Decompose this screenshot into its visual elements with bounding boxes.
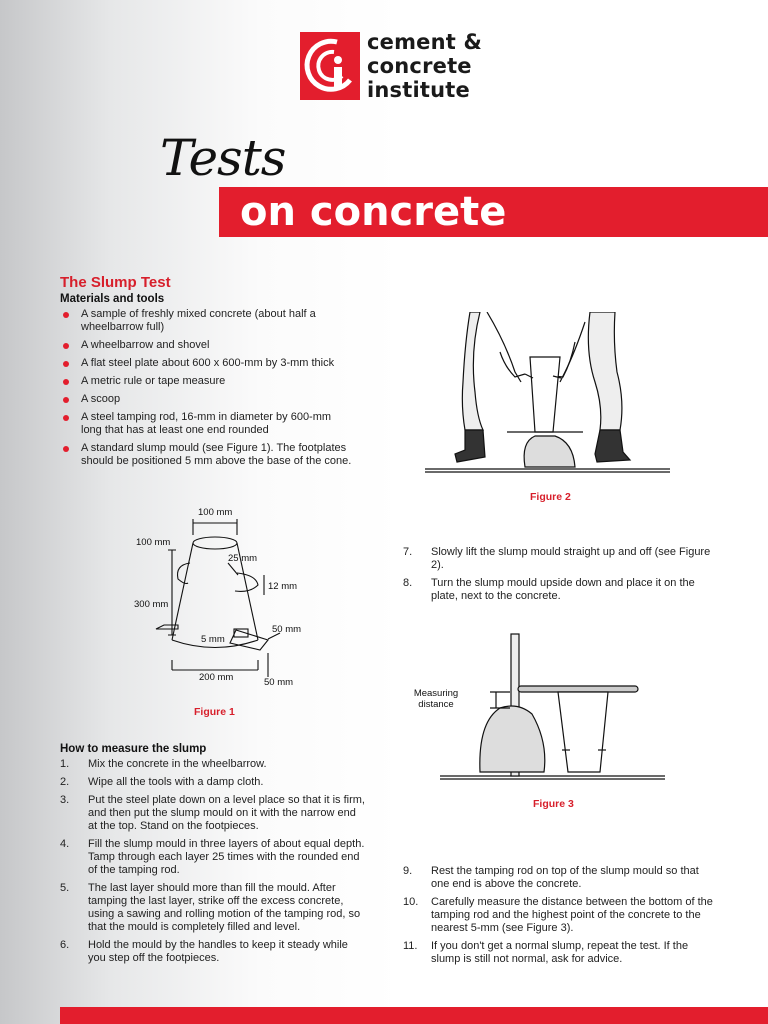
steps-list-right bbox=[403, 865, 713, 971]
materials-heading: Materials and tools bbox=[60, 293, 165, 305]
step-number: 7. bbox=[403, 546, 413, 558]
step-number: 6. bbox=[60, 939, 70, 951]
step-item bbox=[60, 939, 368, 965]
step-number: 11. bbox=[403, 940, 418, 952]
step-number: 2. bbox=[60, 776, 70, 788]
step-item bbox=[403, 896, 713, 935]
figure-1-drawing bbox=[130, 505, 350, 690]
material-item: A metric rule or tape measure bbox=[62, 375, 352, 388]
step-item bbox=[403, 865, 713, 891]
logo-ci-icon bbox=[300, 32, 360, 100]
steps-list-mid bbox=[403, 546, 713, 608]
material-item: A wheelbarrow and shovel bbox=[62, 339, 352, 352]
step-text: Slowly lift the slump mould straight up and off (see Figure 2). bbox=[431, 546, 711, 571]
step-item bbox=[403, 546, 713, 572]
step-text: Wipe all the tools with a damp cloth. bbox=[88, 776, 264, 788]
figure-1-caption: Figure 1 bbox=[194, 706, 235, 718]
logo-line-3: institute bbox=[367, 78, 470, 102]
fig3-label-line-1: Measuring bbox=[413, 688, 459, 699]
steps-list-left bbox=[60, 758, 368, 970]
step-number: 5. bbox=[60, 882, 70, 894]
fig1-dim-foot-gap: 5 mm bbox=[201, 634, 225, 645]
step-item bbox=[403, 940, 713, 966]
material-item: A sample of freshly mixed concrete (about half a wheelbarrow full) bbox=[62, 308, 352, 334]
step-number: 8. bbox=[403, 577, 413, 589]
step-text: Rest the tamping rod on top of the slump mould so that one end is above the concrete. bbox=[431, 865, 699, 890]
fig1-dim-base: 200 mm bbox=[199, 672, 234, 683]
fig1-dim-handle-w: 12 mm bbox=[268, 581, 298, 592]
logo-line-1: cement & bbox=[367, 30, 483, 54]
footer-bar bbox=[60, 1007, 768, 1024]
howto-heading: How to measure the slump bbox=[60, 743, 207, 755]
fig1-dim-top-left: 100 mm bbox=[136, 537, 171, 548]
section-heading: The Slump Test bbox=[60, 274, 171, 291]
step-item bbox=[60, 882, 368, 934]
materials-list bbox=[62, 308, 352, 473]
fig3-label bbox=[412, 688, 460, 710]
step-item bbox=[60, 794, 368, 833]
step-text: The last layer should more than fill the mould. After tamping the last layer, strike off the excess concrete, using a sawing and rolling motion of the tamping rod, so that the mould is completely filled and level. bbox=[88, 882, 361, 933]
material-item: A scoop bbox=[62, 393, 352, 406]
material-item: A flat steel plate about 600 x 600-mm by 3-mm thick bbox=[62, 357, 352, 370]
logo-mark bbox=[300, 32, 360, 100]
step-item bbox=[60, 776, 368, 789]
material-item: A standard slump mould (see Figure 1). The footplates should be positioned 5 mm above the base of the cone. bbox=[62, 442, 352, 468]
step-item bbox=[60, 758, 368, 771]
step-text: Mix the concrete in the wheelbarrow. bbox=[88, 758, 267, 770]
step-text: Fill the slump mould in three layers of about equal depth. Tamp through each layer 25 times with the rounded end of the tamping rod. bbox=[88, 838, 365, 876]
step-number: 3. bbox=[60, 794, 70, 806]
step-item bbox=[403, 577, 713, 603]
title-banner-text: on concrete bbox=[240, 189, 507, 235]
step-number: 10. bbox=[403, 896, 419, 908]
fig3-label-line-2: distance bbox=[418, 699, 454, 710]
figure-2-caption: Figure 2 bbox=[530, 491, 571, 503]
title-tests: Tests bbox=[160, 129, 286, 187]
material-item: A steel tamping rod, 16-mm in diameter by 600-mm long that has at least one end rounded bbox=[62, 411, 352, 437]
step-text: Carefully measure the distance between the bottom of the tamping rod and the highest point of the concrete to the nearest 5-mm (see Figure 3). bbox=[431, 896, 713, 934]
figure-3-caption: Figure 3 bbox=[533, 798, 574, 810]
figure-2-drawing bbox=[425, 312, 670, 474]
fig1-dim-handle: 25 mm bbox=[228, 553, 258, 564]
fig1-dim-foot-len: 50 mm bbox=[264, 677, 294, 688]
figure-3-drawing bbox=[440, 632, 665, 782]
fig1-dim-foot: 50 mm bbox=[272, 624, 302, 635]
step-number: 1. bbox=[60, 758, 70, 770]
fig1-dim-height: 300 mm bbox=[134, 599, 169, 610]
step-text: Put the steel plate down on a level place so that it is firm, and then put the slump mould on it with the narrow end at the top. Stand on the footpieces. bbox=[88, 794, 365, 832]
step-text: Turn the slump mould upside down and place it on the plate, next to the concrete. bbox=[431, 577, 695, 602]
step-text: Hold the mould by the handles to keep it steady while you step off the footpieces. bbox=[88, 939, 348, 964]
logo-line-2: concrete bbox=[367, 54, 472, 78]
step-item bbox=[60, 838, 368, 877]
fig1-dim-top: 100 mm bbox=[198, 507, 233, 518]
step-number: 4. bbox=[60, 838, 70, 850]
step-text: If you don't get a normal slump, repeat the test. If the slump is still not normal, ask for advice. bbox=[431, 940, 689, 965]
step-number: 9. bbox=[403, 865, 413, 877]
logo-text bbox=[367, 30, 482, 102]
